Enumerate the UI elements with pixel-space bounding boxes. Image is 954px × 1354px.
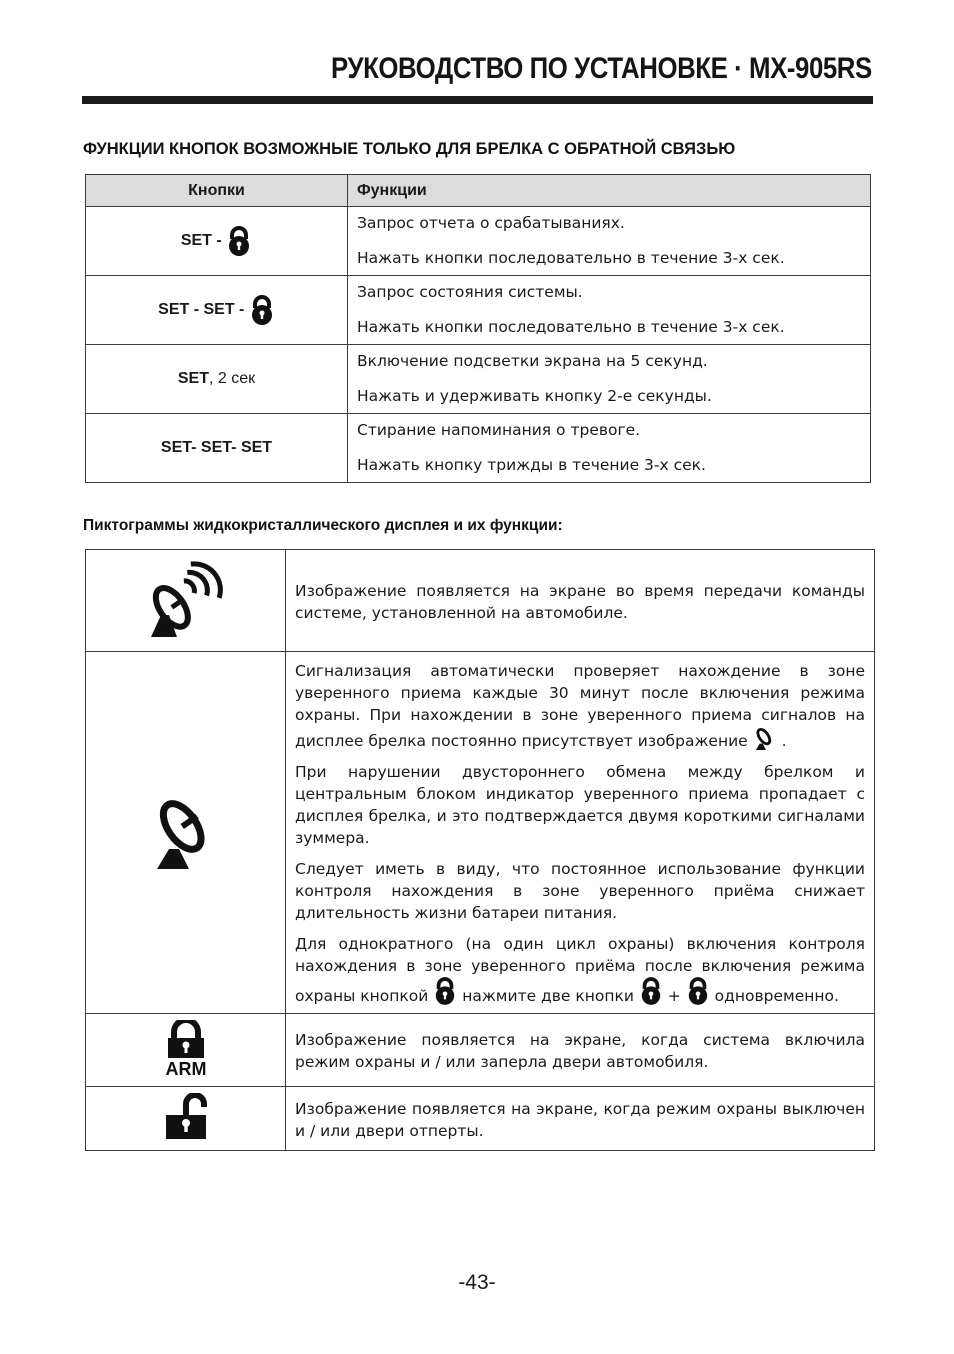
unlock-icon bbox=[164, 1093, 208, 1141]
icon-cell bbox=[86, 550, 286, 652]
table-row bbox=[86, 1014, 875, 1087]
title-rule bbox=[82, 96, 873, 104]
description-text: Изображение появляется на экране во время передачи команды системе, установленной на автомобиле. bbox=[295, 581, 865, 622]
description-text: Для однократного (на один цикл охраны) включения контроля нахождения в зоне уверенного приёма после включения режима охраны кнопкой bbox=[295, 935, 865, 1005]
function-description bbox=[348, 414, 871, 483]
description-text: нажмите две кнопки bbox=[462, 987, 634, 1005]
function-line: Запрос состояния системы. bbox=[357, 283, 583, 301]
description-text: Сигнализация автоматически проверяет нахождение в зоне уверенного приема каждые 30 минут после включения режима охраны. При нахождении в зоне уверенного приема сигналов на дисплее брелка постоянно присутствует изображение bbox=[295, 662, 865, 750]
antenna-icon bbox=[155, 793, 217, 869]
icon-description bbox=[286, 652, 875, 1014]
section-heading-pictograms: Пиктограммы жидкокристаллического дисплея и их функции: bbox=[83, 517, 563, 534]
icon-cell bbox=[86, 652, 286, 1014]
function-line: Стирание напоминания о тревоге. bbox=[357, 421, 641, 439]
pictograms-table bbox=[85, 549, 875, 1151]
table-row bbox=[86, 207, 871, 276]
page-title: РУКОВОДСТВО ПО УСТАНОВКЕ · MX-905RS bbox=[331, 52, 872, 85]
lock-icon bbox=[249, 295, 275, 325]
function-line: Нажать кнопки последовательно в течение 3-х сек. bbox=[357, 318, 785, 336]
function-description bbox=[348, 345, 871, 414]
column-header-buttons: Кнопки bbox=[86, 175, 348, 207]
key-label: SET - SET - bbox=[158, 301, 245, 319]
table-row bbox=[86, 345, 871, 414]
lock-icon bbox=[226, 226, 252, 256]
button-combo bbox=[86, 276, 348, 345]
description-text: Изображение появляется на экране, когда режим охраны выключен и / или двери отперты. bbox=[295, 1099, 865, 1140]
table-row bbox=[86, 1087, 875, 1151]
table-row bbox=[86, 550, 875, 652]
antenna-transmit-icon bbox=[143, 559, 229, 639]
description-text: . bbox=[781, 732, 787, 750]
description-text: одновременно. bbox=[714, 987, 839, 1005]
key-label: SET bbox=[177, 370, 209, 387]
buttons-table bbox=[85, 174, 871, 483]
lock-icon bbox=[639, 977, 663, 1005]
lock-arm-icon bbox=[157, 1020, 215, 1076]
table-row bbox=[86, 276, 871, 345]
icon-cell bbox=[86, 1087, 286, 1151]
description-text: Изображение появляется на экране, когда система включила режим охраны и / или заперла двери автомобиля. bbox=[295, 1031, 865, 1071]
table-row bbox=[86, 652, 875, 1014]
description-text: При нарушении двустороннего обмена между брелком и центральным блоком индикатор уверенного приема пропадает с дисплея брелка, и это подтверждается двумя короткими сигналами зуммера. bbox=[295, 763, 865, 847]
key-duration: , 2 сек bbox=[208, 370, 256, 387]
column-header-functions: Функции bbox=[348, 175, 871, 207]
button-combo bbox=[86, 207, 348, 276]
function-line: Нажать кнопку трижды в течение 3-х сек. bbox=[357, 456, 706, 474]
description-text: Следует иметь в виду, что постоянное использование функции контроля нахождения в зоне уверенного приёма снижает длительность жизни батареи питания. bbox=[295, 860, 865, 922]
lock-icon bbox=[433, 977, 457, 1005]
section-heading-buttons: ФУНКЦИИ КНОПОК ВОЗМОЖНЫЕ ТОЛЬКО ДЛЯ БРЕЛКА С ОБРАТНОЙ СВЯЗЬЮ bbox=[83, 140, 736, 158]
key-label: SET- SET- SET bbox=[160, 439, 273, 456]
function-line: Включение подсветки экрана на 5 секунд. bbox=[357, 352, 708, 370]
plus-sign: + bbox=[667, 987, 681, 1005]
icon-description bbox=[286, 550, 875, 652]
function-line: Запрос отчета о срабатываниях. bbox=[357, 214, 625, 232]
icon-cell bbox=[86, 1014, 286, 1087]
function-line: Нажать кнопки последовательно в течение 3-х сек. bbox=[357, 249, 785, 267]
function-description bbox=[348, 207, 871, 276]
function-line: Нажать и удерживать кнопку 2-е секунды. bbox=[357, 387, 712, 405]
table-header-row bbox=[86, 175, 871, 207]
description-paragraph bbox=[295, 660, 865, 752]
button-combo bbox=[86, 414, 348, 483]
icon-description bbox=[286, 1014, 875, 1087]
antenna-icon bbox=[753, 726, 777, 750]
function-description bbox=[348, 276, 871, 345]
button-combo bbox=[86, 345, 348, 414]
arm-label: ARM bbox=[165, 1059, 206, 1076]
icon-description bbox=[286, 1087, 875, 1151]
lock-icon bbox=[686, 977, 710, 1005]
page-number: -43- bbox=[458, 1271, 496, 1294]
description-paragraph bbox=[295, 933, 865, 1007]
table-row bbox=[86, 414, 871, 483]
key-label: SET - bbox=[180, 232, 222, 250]
